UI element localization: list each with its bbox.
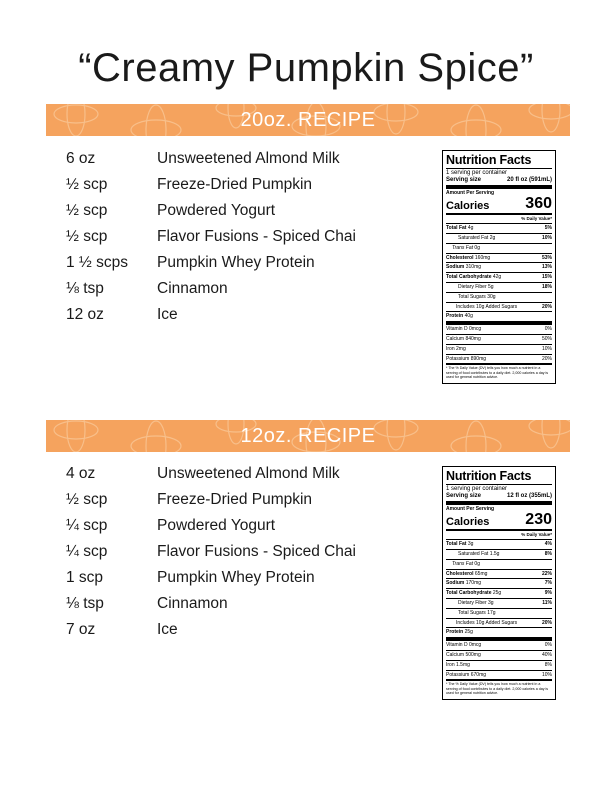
nutrient-row: Total Sugars 17g (458, 609, 496, 616)
ingredient-quantity: ¼ scp (66, 517, 108, 534)
ingredient-name: Freeze-Dried Pumpkin (157, 491, 313, 508)
serving-size-label: Serving size (446, 177, 482, 183)
ingredient-quantity: 7 oz (66, 621, 96, 638)
nutrition-facts-label (442, 466, 556, 700)
ingredient-quantity: 6 oz (66, 150, 96, 167)
recipe-heading: 12oz. RECIPE (240, 425, 376, 447)
nutrient-row: Trans Fat 0g (452, 560, 480, 567)
ingredient-name: Flavor Fusions - Spiced Chai (157, 228, 356, 245)
ingredient-name: Pumpkin Whey Protein (157, 254, 315, 271)
serving-size-value: 20 fl oz (591mL) (506, 177, 552, 183)
ingredient-quantity: ½ scp (66, 176, 108, 193)
nutrient-row: Total Carbohydrate 42g 15% (446, 274, 552, 281)
ingredient-name: Powdered Yogurt (157, 202, 276, 219)
ingredient-name: Unsweetened Almond Milk (157, 465, 340, 482)
calories-value: 230 (525, 511, 552, 529)
ingredient-name: Cinnamon (157, 280, 228, 297)
amount-per-serving: Amount Per Serving (446, 506, 495, 512)
nutrient-row: Dietary Fiber 3g 11% (458, 599, 552, 606)
nutrient-row: Trans Fat 0g (452, 244, 480, 251)
nutrition-footnote: * The % Daily Value (DV) tells you how much a nutrient in a serving of food contributes to a daily diet. 2,000 calories a day is used for general nutrition advice. (446, 366, 549, 380)
ingredient-name: Pumpkin Whey Protein (157, 569, 315, 586)
nutrient-row: Protein 25g (446, 629, 473, 636)
recipe-banner-12oz (46, 420, 570, 452)
ingredient-quantity: ⅛ tsp (66, 280, 104, 297)
ingredient-name: Freeze-Dried Pumpkin (157, 176, 313, 193)
nutrient-row: Includes 10g Added Sugars 20% (456, 303, 552, 310)
ingredient-name: Ice (157, 306, 178, 323)
recipe-banner-20oz (46, 104, 570, 136)
nutrient-row: Iron 2mg 10% (446, 345, 552, 352)
nutrient-row: Cholesterol 65mg 22% (446, 570, 552, 577)
nutrient-row: Cholesterol 160mg 53% (446, 254, 552, 261)
nutrient-row: Calcium 500mg 40% (446, 651, 552, 658)
ingredient-quantity: 12 oz (66, 306, 104, 323)
ingredient-name: Powdered Yogurt (157, 517, 276, 534)
serving-size-value: 12 fl oz (355mL) (506, 493, 552, 499)
ingredient-quantity: ⅛ tsp (66, 595, 104, 612)
nutrient-row: Total Fat 3g 4% (446, 541, 552, 548)
ingredient-name: Ice (157, 621, 178, 638)
page-title: “Creamy Pumpkin Spice” (78, 46, 534, 90)
daily-value-header: % Daily Value* (521, 532, 552, 538)
nutrient-row: Sodium 170mg 7% (446, 580, 552, 587)
nutrient-row: Saturated Fat 2g 10% (458, 235, 552, 241)
ingredient-name: Unsweetened Almond Milk (157, 150, 340, 167)
nutrient-row: Protein 40g (446, 313, 473, 320)
ingredient-quantity: 4 oz (66, 465, 96, 482)
calories-label: Calories (446, 516, 490, 529)
nutrient-row: Sodium 310mg 13% (446, 264, 552, 271)
amount-per-serving: Amount Per Serving (446, 190, 495, 196)
calories-label: Calories (446, 200, 490, 213)
nutrient-row: Vitamin D 0mcg 0% (446, 326, 552, 333)
nutrient-row: Total Sugars 30g (458, 293, 496, 300)
servings-per-container: 1 serving per container (446, 170, 508, 176)
ingredient-quantity: ½ scp (66, 491, 108, 508)
nutrient-row: Calcium 840mg 50% (446, 335, 552, 342)
ingredient-quantity: 1 ½ scps (66, 254, 129, 271)
servings-per-container: 1 serving per container (446, 486, 508, 492)
nutrient-row: Potassium 890mg 20% (446, 355, 552, 362)
nutrition-footnote: * The % Daily Value (DV) tells you how much a nutrient in a serving of food contributes to a daily diet. 2,000 calories a day is used for general nutrition advice. (446, 682, 549, 696)
nutrient-row: Total Fat 4g 5% (446, 225, 552, 232)
ingredient-quantity: ½ scp (66, 202, 108, 219)
nutrient-row: Includes 10g Added Sugars 20% (456, 619, 552, 626)
nutrient-row: Potassium 670mg 10% (446, 671, 552, 678)
ingredient-name: Flavor Fusions - Spiced Chai (157, 543, 356, 560)
ingredient-name: Cinnamon (157, 595, 228, 612)
daily-value-header: % Daily Value* (521, 216, 552, 222)
nutrient-row: Dietary Fiber 5g 18% (458, 283, 552, 290)
nutrient-row: Vitamin D 0mcg 0% (446, 642, 552, 649)
ingredient-quantity: ¼ scp (66, 543, 108, 560)
nutrient-row: Iron 1.5mg 8% (446, 661, 552, 668)
nutrient-row: Saturated Fat 1.5g 8% (458, 551, 552, 557)
serving-size-label: Serving size (446, 493, 482, 499)
ingredient-quantity: 1 scp (66, 569, 104, 586)
nutrition-title: Nutrition Facts (446, 469, 532, 483)
nutrition-facts-label (442, 150, 556, 384)
calories-value: 360 (525, 195, 552, 213)
nutrition-title: Nutrition Facts (446, 153, 532, 167)
nutrient-row: Total Carbohydrate 25g 9% (446, 590, 552, 597)
ingredient-quantity: ½ scp (66, 228, 108, 245)
recipe-heading: 20oz. RECIPE (240, 109, 376, 131)
